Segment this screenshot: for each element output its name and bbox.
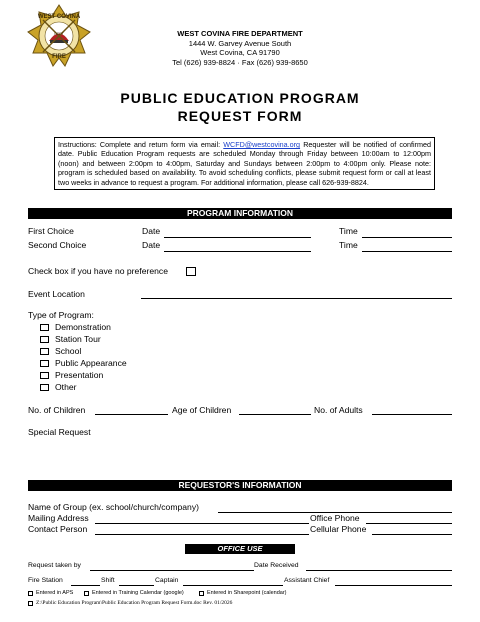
mailing-address-field[interactable] xyxy=(95,523,309,524)
logo-text-top: WEST COVINA xyxy=(37,14,81,20)
email-link[interactable]: WCFD@westcovina.org xyxy=(223,140,301,149)
request-taken-by-field[interactable] xyxy=(90,570,254,571)
contact-person-label: Contact Person xyxy=(28,524,88,534)
page-title: PUBLIC EDUCATION PROGRAM xyxy=(120,90,360,106)
public-appearance-label: Public Appearance xyxy=(55,358,127,368)
type-of-program-label: Type of Program: xyxy=(28,310,94,320)
department-name: WEST COVINA FIRE DEPARTMENT xyxy=(177,29,303,38)
second-date-field[interactable] xyxy=(164,251,311,252)
special-request-label: Special Request xyxy=(28,427,91,437)
other-checkbox[interactable] xyxy=(40,384,49,391)
assistant-chief-field[interactable] xyxy=(335,585,452,586)
program-information-header: PROGRAM INFORMATION xyxy=(28,208,452,219)
address-line-2: West Covina, CA 91790 xyxy=(200,48,280,57)
demonstration-label: Demonstration xyxy=(55,322,111,332)
fire-station-label: Fire Station xyxy=(28,577,63,584)
captain-label: Captain xyxy=(155,577,179,584)
department-header xyxy=(140,29,340,67)
office-phone-label: Office Phone xyxy=(310,513,360,523)
event-location-label: Event Location xyxy=(28,289,85,299)
file-path-footer: Z:\Public Education Program\Public Education Program Request Form.doc Rev. 01/2026 xyxy=(36,600,233,606)
number-of-children-field[interactable] xyxy=(95,414,168,415)
page-subtitle: REQUEST FORM xyxy=(177,108,303,124)
public-appearance-checkbox[interactable] xyxy=(40,360,49,367)
first-date-field[interactable] xyxy=(164,237,311,238)
office-phone-field[interactable] xyxy=(366,523,452,524)
second-choice-label: Second Choice xyxy=(28,240,87,250)
school-label: School xyxy=(55,346,82,356)
age-of-children-field[interactable] xyxy=(239,414,311,415)
contact-person-field[interactable] xyxy=(95,534,309,535)
group-name-label: Name of Group (ex. school/church/company) xyxy=(28,502,199,512)
entered-calendar-checkbox[interactable] xyxy=(84,591,89,596)
no-preference-label: Check box if you have no preference xyxy=(28,266,168,276)
office-use-header: OFFICE USE xyxy=(185,544,295,554)
requestor-information-header: REQUESTOR'S INFORMATION xyxy=(28,480,452,491)
presentation-checkbox[interactable] xyxy=(40,372,49,379)
first-choice-label: First Choice xyxy=(28,226,74,236)
station-tour-checkbox[interactable] xyxy=(40,336,49,343)
special-request-area[interactable] xyxy=(100,427,452,473)
date-received-field[interactable] xyxy=(306,570,452,571)
number-of-children-label: No. of Children xyxy=(28,405,86,415)
shift-label: Shift xyxy=(101,577,115,584)
mailing-address-label: Mailing Address xyxy=(28,513,89,523)
instructions-prefix: Instructions: Complete and return form via email: xyxy=(58,140,224,149)
logo-text-dept: DEPT xyxy=(54,32,64,36)
instructions-box xyxy=(54,137,435,190)
fire-department-badge-logo xyxy=(27,4,91,68)
other-label: Other xyxy=(55,382,77,392)
logo-text-bottom: FIRE xyxy=(52,54,66,60)
date-received-label: Date Received xyxy=(254,562,299,569)
instructions-body: Requester will be notified of confirmed date. Public Education Program requests are scheduled Monday through Friday between 10:00am to 12:00pm (noon) and between 2:00pm to 4:00pm, Saturday and Sundays between 2:00pm to 4:00pm only. Please note: program is scheduled based on availability. To avoid scheduling conflicts, please submit request form or call at least two weeks in advance to request a program. For additional information, please call 626-939-8824. xyxy=(58,140,431,187)
first-date-label: Date xyxy=(142,226,161,236)
phone-fax: Tel (626) 939-8824 · Fax (626) 939-8650 xyxy=(172,57,308,67)
entered-sharepoint-label: Entered in Sharepoint (calendar) xyxy=(207,590,287,596)
entered-aps-checkbox[interactable] xyxy=(28,591,33,596)
age-of-children-label: Age of Children xyxy=(172,405,232,415)
entered-calendar-label: Entered in Training Calendar (google) xyxy=(92,590,184,596)
shift-field[interactable] xyxy=(119,585,154,586)
assistant-chief-label: Assistant Chief xyxy=(284,577,330,584)
cellular-phone-label: Cellular Phone xyxy=(310,524,367,534)
second-time-field[interactable] xyxy=(362,251,452,252)
entered-aps-label: Entered in APS xyxy=(36,590,74,596)
number-of-adults-label: No. of Adults xyxy=(314,405,363,415)
no-preference-checkbox[interactable] xyxy=(186,267,196,276)
address-line-1: 1444 W. Garvey Avenue South xyxy=(188,38,292,48)
entered-sharepoint-checkbox[interactable] xyxy=(199,591,204,596)
presentation-label: Presentation xyxy=(55,370,104,380)
demonstration-checkbox[interactable] xyxy=(40,324,49,331)
station-tour-label: Station Tour xyxy=(55,334,101,344)
first-time-label: Time xyxy=(339,226,358,236)
number-of-adults-field[interactable] xyxy=(372,414,452,415)
event-location-field[interactable] xyxy=(141,298,452,299)
second-time-label: Time xyxy=(339,240,358,250)
request-taken-by-label: Request taken by xyxy=(28,562,81,569)
cellular-phone-field[interactable] xyxy=(372,534,452,535)
file-path-checkbox xyxy=(28,601,33,606)
school-checkbox[interactable] xyxy=(40,348,49,355)
second-date-label: Date xyxy=(142,240,161,250)
first-time-field[interactable] xyxy=(362,237,452,238)
captain-field[interactable] xyxy=(183,585,283,586)
fire-station-field[interactable] xyxy=(71,585,100,586)
